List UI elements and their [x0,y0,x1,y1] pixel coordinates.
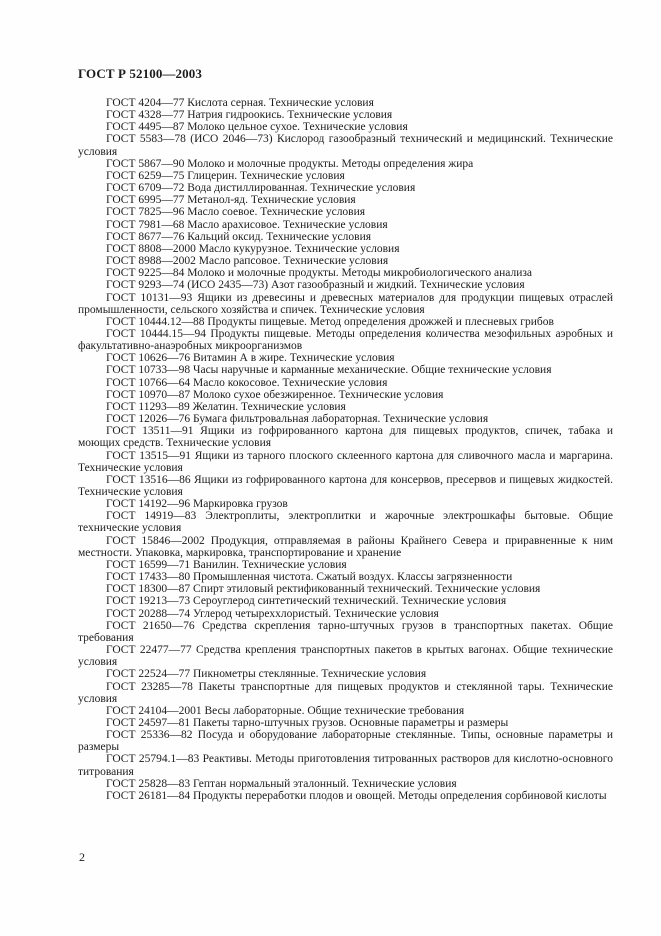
reference-item: ГОСТ 6709—72 Вода дистиллированная. Технические условия [106,182,416,195]
reference-item: ГОСТ 10444.12—88 Продукты пищевые. Метод определения дрожжей и плесневых грибов [106,315,554,328]
reference-item: ГОСТ 4495—87 Молоко цельное сухое. Технические условия [106,121,408,134]
reference-item: ГОСТ 13511—91 Ящики из гофрированного картона для пищевых продуктов, спичек, табака и моющих средств. Технические условия [78,425,613,450]
reference-item: ГОСТ 4328—77 Натрия гидроокись. Технические условия [106,109,393,122]
reference-item: ГОСТ 10131—93 Ящики из древесины и древесных материалов для продукции пищевых отраслей промышленности, сельского хозяйства и спичек. Технические условия [78,291,613,316]
reference-item: ГОСТ 22524—77 Пикнометры стеклянные. Технические условия [106,668,427,681]
reference-item: ГОСТ 11293—89 Желатин. Технические условия [106,400,346,413]
reference-item: ГОСТ 12026—76 Бумага фильтровальная лабораторная. Технические условия [106,413,489,426]
reference-item: ГОСТ 10444.15—94 Продукты пищевые. Методы определения количества мезофильных аэробных и факультативно-анаэробных микроорганизмов [78,327,613,353]
reference-item: ГОСТ 9225—84 Молоко и молочные продукты. Методы микробиологического анализа [106,267,533,280]
page-number: 2 [79,850,85,864]
reference-item: ГОСТ 20288—74 Углерод четыреххлористый. Технические условия [106,607,439,620]
reference-item: ГОСТ 6259—75 Глицерин. Технические условия [106,169,345,182]
reference-item: ГОСТ 8677—76 Кальций оксид. Технические условия [106,230,372,243]
reference-item: ГОСТ 17433—80 Промышленная чистота. Сжатый воздух. Классы загрязненности [106,571,513,584]
reference-item: ГОСТ 5867—90 Молоко и молочные продукты. Методы определения жира [106,157,474,170]
reference-item: ГОСТ 21650—76 Средства скрепления тарно-штучных грузов в транспортных пакетах. Общие требования [78,619,613,644]
reference-item: ГОСТ 7981—68 Масло арахисовое. Технические условия [106,218,388,231]
reference-item: ГОСТ 13516—86 Ящики из гофрированного картона для консервов, пресервов и пищевых жидкостей. Технические условия [78,473,613,498]
reference-item: ГОСТ 23285—78 Пакеты транспортные для пищевых продуктов и стеклянной тары. Технические условия [78,680,613,705]
reference-item: ГОСТ 9293—74 (ИСО 2435—73) Азот газообразный и жидкий. Технические условия [106,279,525,292]
document-header: ГОСТ Р 52100—2003 [78,66,202,81]
reference-item: ГОСТ 25336—82 Посуда и оборудование лабораторные стеклянные. Типы, основные параметры и размеры [78,729,613,754]
reference-item: ГОСТ 22477—77 Средства крепления транспортных пакетов в крытых вагонах. Общие технические условия [78,644,613,669]
reference-item: ГОСТ 10766—64 Масло кокосовое. Технические условия [106,376,388,389]
reference-item: ГОСТ 15846—2002 Продукция, отправляемая в районы Крайнего Севера и приравненные к ним местности. Упаковка, маркировка, транспортирование и хранение [78,534,613,559]
reference-item: ГОСТ 26181—84 Продукты переработки плодов и овощей. Методы определения сорбиновой кислоты [106,789,607,802]
reference-item: ГОСТ 25794.1—83 Реактивы. Методы приготовления титрованных растворов для кислотно-основного титрования [78,753,613,778]
reference-item: ГОСТ 4204—77 Кислота серная. Технические условия [106,97,374,109]
reference-item: ГОСТ 25828—83 Гептан нормальный эталонный. Технические условия [106,777,457,790]
reference-item: ГОСТ 24104—2001 Весы лабораторные. Общие технические требования [106,704,465,717]
reference-item: ГОСТ 14192—96 Маркировка грузов [106,498,288,511]
reference-item: ГОСТ 14919—83 Электроплиты, электроплитки и жарочные электрошкафы бытовые. Общие технические условия [78,510,613,535]
reference-item: ГОСТ 10970—87 Молоко сухое обезжиренное. Технические условия [106,388,444,401]
reference-item: ГОСТ 24597—81 Пакеты тарно-штучных грузов. Основные параметры и размеры [106,716,509,729]
reference-item: ГОСТ 10733—98 Часы наручные и карманные механические. Общие технические условия [106,364,552,377]
reference-item: ГОСТ 5583—78 (ИСО 2046—73) Кислород газообразный технический и медицинский. Технические условия [78,133,613,158]
reference-item: ГОСТ 19213—73 Сероуглерод синтетический технический. Технические условия [106,595,507,608]
reference-item: ГОСТ 7825—96 Масло соевое. Технические условия [106,206,366,219]
reference-item: ГОСТ 10626—76 Витамин А в жире. Технические условия [106,352,395,365]
reference-item: ГОСТ 8808—2000 Масло кукурузное. Технические условия [106,242,400,255]
reference-item: ГОСТ 18300—87 Спирт этиловый ректификованный технический. Технические условия [106,583,541,596]
reference-item: ГОСТ 8988—2002 Масло рапсовое. Технические условия [106,255,389,268]
reference-item: ГОСТ 13515—91 Ящики из тарного плоского склеенного картона для сливочного масла и маргарина. Технические условия [78,449,613,474]
reference-list [78,97,613,802]
reference-item: ГОСТ 6995—77 Метанол-яд. Технические условия [106,194,356,207]
reference-item: ГОСТ 16599—71 Ванилин. Технические условия [106,558,347,571]
